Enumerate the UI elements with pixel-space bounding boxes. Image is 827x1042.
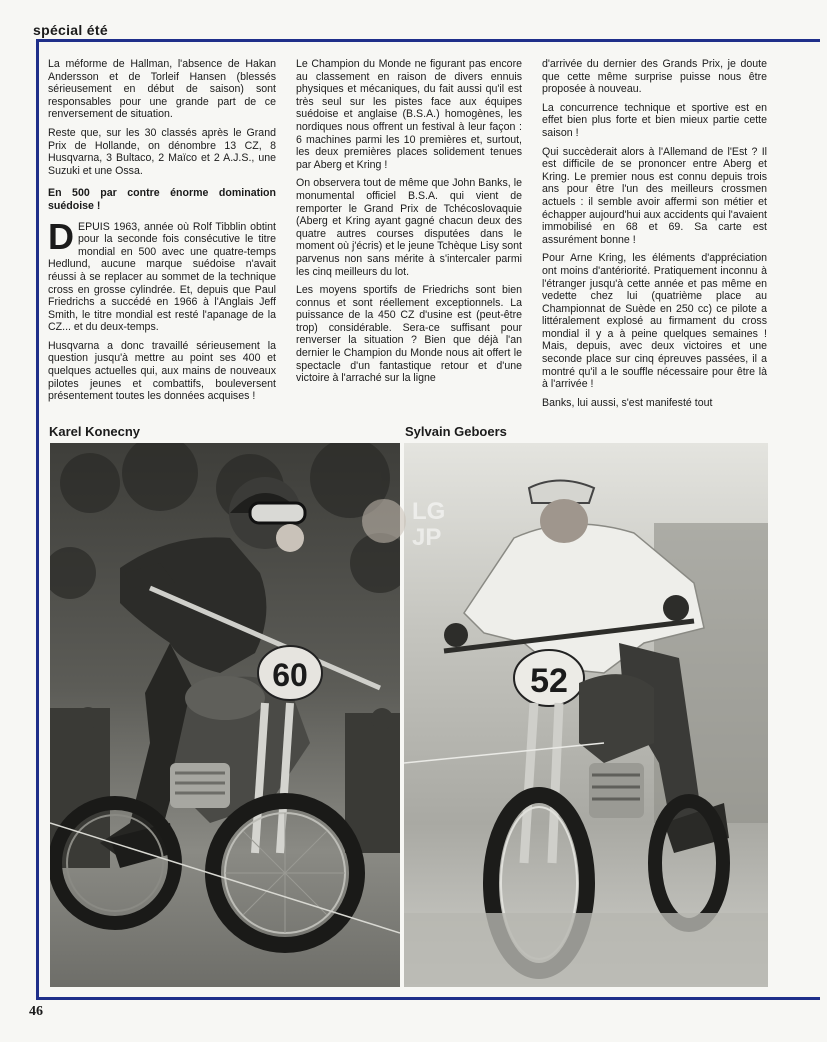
paragraph: La concurrence technique et sportive est en effet bien plus forte et bien mieux partie cette saison !: [542, 101, 767, 139]
svg-text:LG: LG: [412, 498, 446, 525]
photo-caption-right: Sylvain Geboers: [405, 424, 507, 439]
paragraph: La méforme de Hallman, l'absence de Hakan Andersson et de Torleif Hansen (blessés sérieusement en début de saison) sont responsables pour une grande part de ce renversement de situation.: [48, 58, 276, 121]
paragraph: d'arrivée du dernier des Grands Prix, je doute que cette même surprise puisse nous être proposée à nouveau.: [542, 58, 767, 96]
drop-cap: D: [48, 215, 74, 257]
photo-rider-konecny: [50, 443, 400, 987]
photo-caption-left: Karel Konecny: [49, 424, 141, 439]
subheading: En 500 par contre énorme domination suédoise !: [48, 187, 276, 212]
paragraph: Qui succèderait alors à l'Allemand de l'Est ? Il est difficile de se prononcer entre Aberg et Kring. Le premier nous est connu depuis trois ans pour être l'un des meilleurs crossmen actuels : il semble avoir affermi son métier et échapper aujourd'hui aux accidents qui l'avaient immobilisé en 68 et 69. Sa carte est assurément bonne !: [542, 145, 767, 246]
section-header: spécial été: [33, 22, 108, 38]
paragraph: Les moyens sportifs de Friedrichs sont bien connus et sont réellement exceptionnels. La puissance de la 450 CZ d'usine est (peut-être trop) considérable. Sera-ce suffisant pour renverser la situation ? Bien que déjà l'an dernier le Champion du Monde nous ait offert le spectacle d'un fantastique retour et d'une victoire à l'arraché sur la ligne: [296, 284, 522, 385]
text-column-2: [296, 58, 522, 391]
number-plate-52: 52: [530, 662, 568, 700]
paragraph: Husqvarna a donc travaillé sérieusement la question jusqu'à mettre au point ses 400 et quelques actuelles qui, aux mains de nouveaux pilotes jeunes et combattifs, bouleversent présentement toutes les données acquises !: [48, 339, 276, 403]
watermark-logo: [360, 483, 470, 568]
page-number: 46: [29, 1004, 43, 1019]
paragraph: Le Champion du Monde ne figurant pas encore au classement en raison de divers ennuis physiques et mécaniques, du fait aussi qu'il est très seul sur les pistes face aux équipes suédoise et anglaise (B.S.A.) homogènes, les nordiques nous offrent un festival à leur façon : 6 machines parmi les 10 premières et, surtout, les deux premières places solidement tenues par Aberg et Kring !: [296, 58, 522, 171]
paragraph-with-dropcap: [48, 215, 276, 334]
text-column-1: [48, 58, 276, 409]
paragraph-text: EPUIS 1963, année où Rolf Tibblin obtint pour la seconde fois consécutive le titre mondial en 500 avec une quatre-temps Hedlund, aucune marque suédoise n'avait réussi à se replacer au sommet de la technique cross en grosse cylindrée. Et, depuis que Paul Friedrichs a succédé en 1966 à l'Anglais Jeff Smith, le titre mondial est resté l'apanage de la CZ... et du deux-temps.: [48, 220, 276, 334]
paragraph: On observera tout de même que John Banks, le monumental officiel B.S.A. qui vient de remporter le Grand Prix de Tchécoslovaquie (Aberg et Kring ayant gagné chacun deux des quatre autres courses disputées dans le moment où j'écris) et le jeune Tchèque Lisy sont parvenus non sans mérite à s'intercaler parmi les cinq meilleurs du lot.: [296, 177, 522, 278]
frame-bottom-rule: [36, 997, 820, 1000]
paragraph: Pour Arne Kring, les éléments d'appréciation ont moins d'antériorité. Pratiquement inconnu à l'étranger jusqu'à cette année et pas même en vedette chez lui (quatrième place au Championnat de Suède en 250 cc) ce pilote a littéralement explosé au firmament du cross mondial il y a à peine quelques semaines ! Mais, depuis, avec deux victoires et une seconde place sur cinq épreuves passées, il a montré qu'il a le souffle nécessaire pour être là à l'arrivée !: [542, 252, 767, 391]
paragraph: Reste que, sur les 30 classés après le Grand Prix de Hollande, on dénombre 13 CZ, 8 Husqvarna, 3 Bultaco, 2 Maïco et 2 A.J.S., une Suzuki et une Ossa.: [48, 126, 276, 177]
frame-left-rule: [36, 39, 39, 1000]
frame-top-rule: [36, 39, 820, 42]
number-plate-60: 60: [272, 657, 308, 693]
text-column-3: [542, 58, 767, 415]
svg-text:JP: JP: [412, 524, 442, 551]
paragraph: Banks, lui aussi, s'est manifesté tout: [542, 396, 713, 409]
